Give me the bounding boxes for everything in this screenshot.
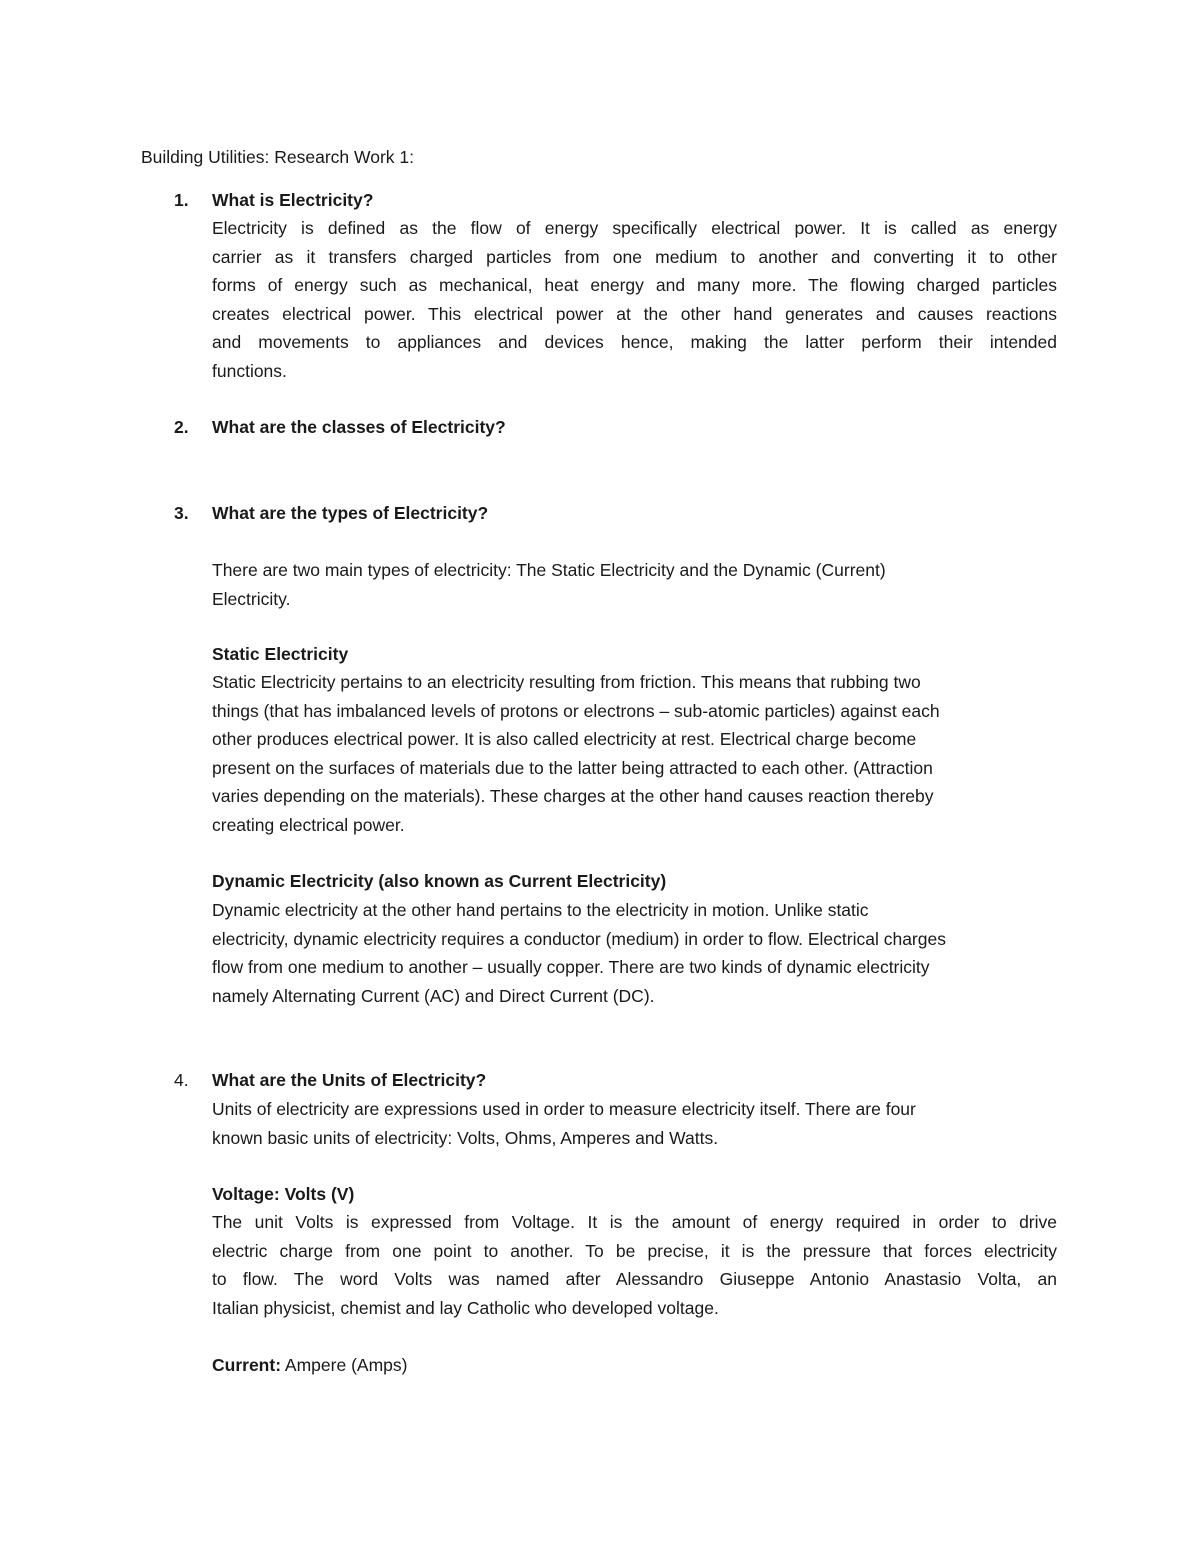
current-value: Ampere (Amps) — [281, 1355, 408, 1375]
q4-number: 4. — [174, 1070, 189, 1090]
q1-line: Electricity is defined as the flow of energy specifically electrical power. It is called as energy — [212, 218, 1057, 238]
static-line: creating electrical power. — [212, 814, 405, 835]
q3-heading: What are the types of Electricity? — [212, 503, 489, 523]
static-line: present on the surfaces of materials due to the latter being attracted to each other. (Attraction — [212, 757, 933, 778]
q1-line: carrier as it transfers charged particles from one medium to another and converting it to other — [212, 246, 1057, 267]
q1-heading: What is Electricity? — [212, 190, 374, 210]
document-title: Building Utilities: Research Work 1: — [141, 147, 414, 167]
voltage-line: The unit Volts is expressed from Voltage. It is the amount of energy required in order to drive — [212, 1212, 1057, 1232]
dynamic-line: namely Alternating Current (AC) and Direct Current (DC). — [212, 985, 655, 1006]
static-line: varies depending on the materials). These charges at the other hand causes reaction thereby — [212, 786, 934, 807]
q1-line: forms of energy such as mechanical, heat energy and many more. The flowing charged particles — [212, 275, 1057, 296]
voltage-heading: Voltage: Volts (V) — [212, 1184, 355, 1204]
q1-line: and movements to appliances and devices hence, making the latter perform their intended — [212, 332, 1057, 353]
dynamic-line: electricity, dynamic electricity requires a conductor (medium) in order to flow. Electrical charges — [212, 928, 946, 949]
q2-heading: What are the classes of Electricity? — [212, 417, 506, 437]
q4-intro-line: known basic units of electricity: Volts, Ohms, Amperes and Watts. — [212, 1127, 719, 1148]
voltage-text — [212, 1208, 1057, 1322]
dynamic-line: Dynamic electricity at the other hand pertains to the electricity in motion. Unlike static — [212, 900, 869, 920]
voltage-line: electric charge from one point to another. To be precise, it is the pressure that forces electricity — [212, 1240, 1057, 1261]
q4-intro-line: Units of electricity are expressions used in order to measure electricity itself. There are four — [212, 1099, 916, 1119]
q3-intro-line: Electricity. — [212, 588, 291, 609]
dynamic-electricity-text — [212, 896, 1057, 1010]
dynamic-line: flow from one medium to another – usually copper. There are two kinds of dynamic electricity — [212, 957, 930, 978]
static-line: things (that has imbalanced levels of protons or electrons – sub-atomic particles) against each — [212, 700, 940, 721]
q2-number: 2. — [174, 417, 189, 437]
static-electricity-text — [212, 668, 1057, 840]
q4-intro — [212, 1095, 1057, 1152]
q3-intro-line: There are two main types of electricity: The Static Electricity and the Dynamic (Current) — [212, 560, 886, 580]
q1-line: creates electrical power. This electrical power at the other hand generates and causes reactions — [212, 303, 1057, 324]
q1-answer — [212, 214, 1057, 386]
q1-line: functions. — [212, 360, 287, 381]
static-line: other produces electrical power. It is also called electricity at rest. Electrical charge become — [212, 729, 917, 750]
static-electricity-heading: Static Electricity — [212, 644, 349, 664]
current-line — [212, 1351, 407, 1379]
q3-intro — [212, 556, 1057, 613]
q3-number: 3. — [174, 503, 189, 523]
voltage-line: Italian physicist, chemist and lay Catholic who developed voltage. — [212, 1297, 719, 1318]
current-label: Current: — [212, 1355, 282, 1375]
voltage-line: to flow. The word Volts was named after Alessandro Giuseppe Antonio Anastasio Volta, an — [212, 1269, 1057, 1290]
static-line: Static Electricity pertains to an electricity resulting from friction. This means that rubbing two — [212, 672, 921, 692]
dynamic-electricity-heading: Dynamic Electricity (also known as Current Electricity) — [212, 871, 667, 891]
q4-heading: What are the Units of Electricity? — [212, 1070, 487, 1090]
q1-number: 1. — [174, 190, 189, 210]
